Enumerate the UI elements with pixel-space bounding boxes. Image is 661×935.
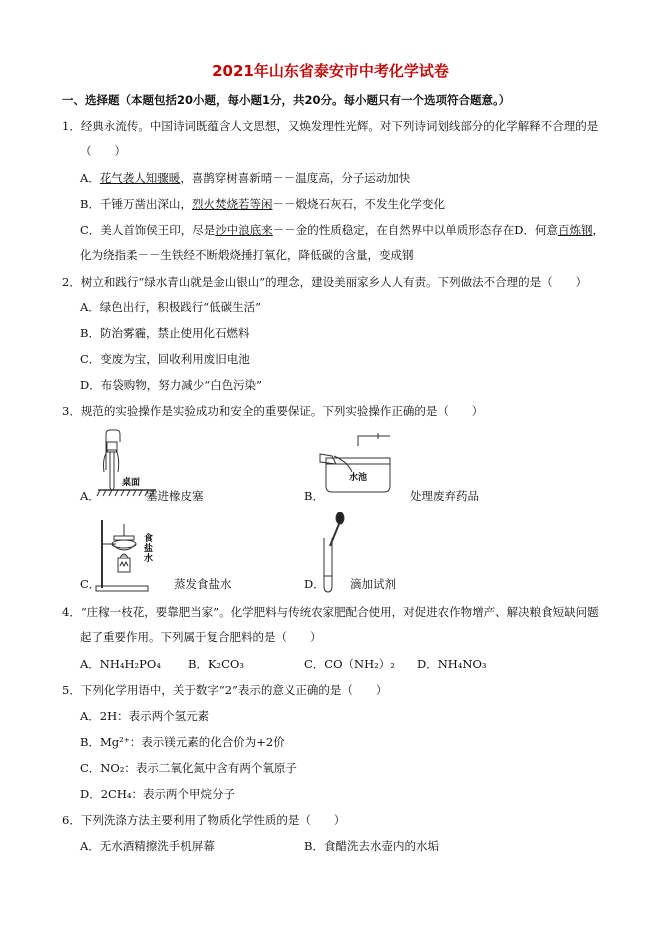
- q3-stem: 3．规范的实验操作是实验成功和安全的重要保证。下列实验操作正确的是（ ）: [62, 404, 484, 418]
- q3-option-b-letter: B．: [304, 489, 324, 503]
- q1-option-b-underlined: 烈火焚烧若等闲: [191, 197, 273, 211]
- q3-option-b-text: 处理废弃药品: [410, 489, 479, 503]
- q2-stem: 2．树立和践行“绿水青山就是金山银山”的理念，建设美丽家乡人人有责。下列做法不合理的是（ ）: [62, 275, 588, 289]
- q3-option-c-letter: C．: [80, 577, 101, 591]
- q4-stem-cont: 起了重要作用。下列属于复合肥料的是（ ）: [80, 630, 322, 644]
- q1-option-d-underlined: 百炼钢: [558, 223, 593, 237]
- q1-answer-blank: （ ）: [80, 144, 126, 158]
- q1-option-a-underlined: 花气袭人知骤暖: [99, 171, 181, 185]
- q3-option-c-text: 蒸发食盐水: [174, 577, 232, 591]
- q1-stem: 1．经典永流传。中国诗词既蕴含人文思想，又焕发理性光辉。对下列诗词划线部分的化学解释不合理的是: [62, 119, 599, 133]
- q5-stem: 5．下列化学用语中，关于数字“2”表示的意义正确的是（ ）: [62, 683, 388, 697]
- q6-option-b: B．食醋洗去水壶内的水垢: [304, 839, 439, 853]
- q5-option-a: A．2H：表示两个氢元素: [80, 709, 210, 723]
- page-title: 2021年山东省泰安市中考化学试卷: [212, 62, 449, 80]
- q4-option-d: D．NH₄NO₃: [417, 657, 487, 671]
- q3-b-image-label: 水池: [349, 473, 368, 483]
- q3-c-image-label: 食盐水: [144, 534, 154, 564]
- section-header: 一、选择题（本题包括20小题，每小题1分，共20分。每小题只有一个选项符合题意。）: [62, 93, 511, 107]
- q4-option-b: B．K₂CO₃: [188, 657, 244, 671]
- q1-option-d-cont: 化为绕指柔－－生铁经不断煅烧捶打氧化，降低碳的含量，变成钢: [80, 248, 414, 262]
- q3-option-a-text: 塞进橡皮塞: [146, 489, 204, 503]
- q3-option-d-letter: D．: [304, 577, 325, 591]
- q2-option-c: C．变废为宝，回收利用废旧电池: [80, 352, 250, 366]
- q2-option-a: A．绿色出行，积极践行“低碳生活”: [80, 300, 262, 314]
- q1-option-c-underlined: 沙中浪底来: [215, 223, 273, 237]
- q2-option-d: D．布袋购物，努力减少“白色污染”: [80, 378, 262, 392]
- q4-option-c: C．CO（NH₂）₂: [304, 657, 395, 671]
- q4-option-a: A．NH₄H₂PO₄: [80, 657, 161, 671]
- q5-option-b: B．Mg²⁺：表示镁元素的化合价为+2价: [80, 735, 285, 749]
- q1-option-b: B．千锤万凿出深山，烈火焚烧若等闲－－煅烧石灰石，不发生化学变化: [80, 197, 445, 211]
- q1-option-c: C．美人首饰侯王印，尽是沙中浪底来－－金的性质稳定，在自然界中以单质形态存在D．何意百炼钢，: [80, 223, 605, 237]
- q2-option-b: B．防治雾霾，禁止使用化石燃料: [80, 326, 250, 340]
- q1-option-a: A．花气袭人知骤暖，喜鹊穿树喜新晴－－温度高，分子运动加快: [80, 171, 411, 185]
- q3-option-a-letter: A．: [80, 489, 100, 503]
- q3-option-d-text: 滴加试剂: [350, 577, 396, 591]
- sink-disposal-diagram: [318, 432, 398, 496]
- q5-option-d: D．2CH₄：表示两个甲烷分子: [80, 787, 235, 801]
- q4-stem: 4．“庄稼一枝花，要靠肥当家”。化学肥料与传统农家肥配合使用，对促进农作物增产、解决粮食短缺问题: [62, 605, 599, 619]
- q3-a-image-label: 桌面: [122, 478, 141, 488]
- q6-option-a: A．无水酒精擦洗手机屏幕: [80, 839, 215, 853]
- q6-stem: 6．下列洗涤方法主要利用了物质化学性质的是（ ）: [62, 813, 346, 827]
- q5-option-c: C．NO₂：表示二氧化氮中含有两个氧原子: [80, 761, 297, 775]
